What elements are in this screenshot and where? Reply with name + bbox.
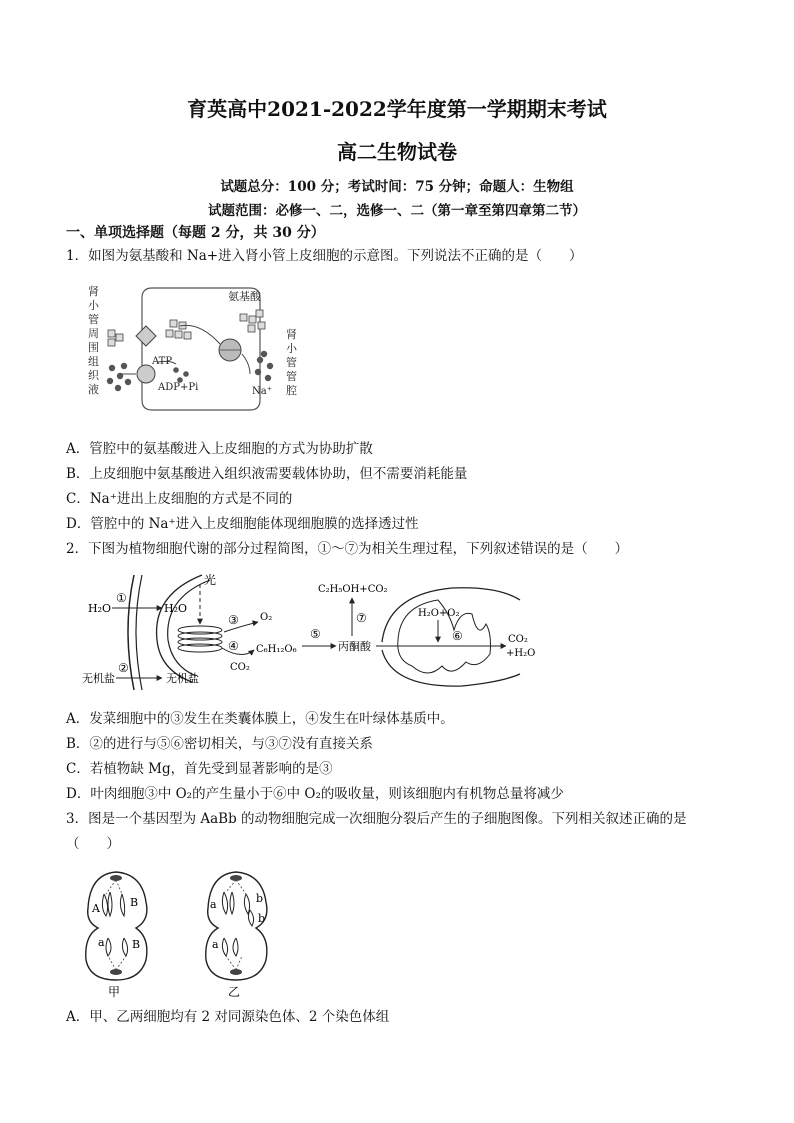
q1-stem: 1．如图为氨基酸和 Na+进入肾小管上皮细胞的示意图。下列说法不正确的是（ ） bbox=[66, 248, 583, 264]
q2-step-6: ⑥ bbox=[452, 629, 463, 643]
q2-figure bbox=[82, 570, 542, 695]
q1-left-char: 围 bbox=[88, 341, 99, 354]
q3-stem-line1: 3．图是一个基因型为 AaBb 的动物细胞完成一次细胞分裂后产生的子细胞图像。下列相关叙述正确的是 bbox=[66, 811, 687, 827]
q1-option-c: C．Na⁺进出上皮细胞的方式是不同的 bbox=[66, 491, 293, 507]
q2-h2o-o2-label: H₂O+O₂ bbox=[418, 608, 460, 619]
q1-left-char: 肾 bbox=[88, 285, 99, 298]
q1-left-char: 液 bbox=[88, 383, 99, 396]
q2-co2-out: CO₂ bbox=[508, 634, 528, 645]
q2-ethanol-label: C₂H₅OH+CO₂ bbox=[318, 584, 388, 595]
q2-option-d: D．叶肉细胞③中 O₂的产生量小于⑥中 O₂的吸收量，则该细胞内有机物总量将减少 bbox=[66, 786, 564, 802]
q2-o2-label: O₂ bbox=[260, 612, 273, 623]
q2-salt-right: 无机盐 bbox=[166, 672, 199, 685]
q1-left-char: 小 bbox=[88, 299, 99, 312]
q3-jia-B-top: B bbox=[130, 896, 139, 909]
exam-subtitle: 高二生物试卷 bbox=[337, 140, 457, 164]
q2-step-1: ① bbox=[116, 591, 127, 605]
q1-figure bbox=[80, 282, 310, 414]
q3-jia-B-bottom: B bbox=[132, 938, 141, 951]
q1-right-char: 腔 bbox=[286, 384, 297, 397]
q3-option-a: A．甲、乙两细胞均有 2 对同源染色体、2 个染色体组 bbox=[66, 1009, 390, 1025]
q1-left-label bbox=[88, 284, 100, 396]
q1-left-char: 管 bbox=[88, 313, 99, 326]
q3-cell-yi bbox=[206, 872, 267, 999]
q3-yi-b-mid: b bbox=[258, 912, 266, 925]
q1-right-char: 管 bbox=[286, 370, 297, 383]
q1-option-b: B．上皮细胞中氨基酸进入组织液需要载体协助，但不需要消耗能量 bbox=[66, 466, 468, 482]
q3-figure bbox=[80, 864, 280, 1000]
q1-na-pump bbox=[137, 365, 155, 383]
q3-jia-A: A bbox=[92, 902, 100, 915]
exam-meta-line2: 试题范围：必修一、二，选修一、二（第一章至第四章第二节） bbox=[208, 203, 586, 219]
q2-option-b: B．②的进行与⑤⑥密切相关，与③⑦没有直接关系 bbox=[66, 736, 373, 752]
q3-jia-label: 甲 bbox=[108, 985, 121, 999]
q2-step-3: ③ bbox=[228, 613, 239, 627]
q1-left-char: 周 bbox=[88, 327, 99, 340]
section-heading: 一、单项选择题（每题 2 分，共 30 分） bbox=[66, 225, 325, 241]
q3-yi-a-top: a bbox=[210, 898, 217, 911]
q3-yi-a-bottom: a bbox=[212, 938, 219, 951]
q2-step-5: ⑤ bbox=[310, 627, 321, 641]
q3-cell-jia bbox=[86, 872, 147, 999]
q1-amino-acids bbox=[108, 310, 265, 346]
q1-amino-carrier bbox=[136, 326, 156, 346]
q2-salt-left: 无机盐 bbox=[82, 672, 115, 685]
q1-atp-label: ATP bbox=[152, 356, 173, 367]
q2-step-7: ⑦ bbox=[356, 611, 367, 625]
q1-left-char: 织 bbox=[88, 369, 99, 382]
q3-yi-b-top: b bbox=[256, 892, 264, 905]
q2-h2o-out: +H₂O bbox=[506, 648, 536, 659]
q2-step-4: ④ bbox=[228, 639, 239, 653]
q1-right-label bbox=[286, 327, 298, 397]
q2-stem: 2．下图为植物细胞代谢的部分过程简图，①～⑦为相关生理过程，下列叙述错误的是（ ） bbox=[66, 541, 629, 557]
q2-pyruvate-label: 丙酮酸 bbox=[338, 640, 371, 653]
q2-option-c: C．若植物缺 Mg，首先受到显著影响的是③ bbox=[66, 761, 333, 777]
q2-glucose-label: C₆H₁₂O₆ bbox=[256, 644, 297, 655]
q1-right-char: 肾 bbox=[286, 328, 297, 341]
q1-option-a: A．管腔中的氨基酸进入上皮细胞的方式为协助扩散 bbox=[66, 441, 373, 457]
q3-yi-label: 乙 bbox=[228, 985, 241, 999]
exam-meta-line1: 试题总分：100 分；考试时间：75 分钟；命题人：生物组 bbox=[220, 179, 574, 195]
q2-option-a: A．发菜细胞中的③发生在类囊体膜上，④发生在叶绿体基质中。 bbox=[66, 711, 454, 727]
q1-left-char: 组 bbox=[88, 355, 99, 368]
q2-step-2: ② bbox=[118, 661, 129, 675]
q2-co2-in: CO₂ bbox=[230, 662, 250, 673]
q1-amino-label: 氨基酸 bbox=[228, 290, 261, 303]
q1-adp-label: ADP+Pi bbox=[158, 382, 199, 393]
exam-title: 育英高中2021-2022学年度第一学期期末考试 bbox=[187, 97, 607, 121]
q1-na-label: Na⁺ bbox=[252, 386, 272, 397]
q1-option-d: D．管腔中的 Na⁺进入上皮细胞能体现细胞膜的选择透过性 bbox=[66, 516, 419, 532]
q3-stem-line2: （ ） bbox=[66, 836, 120, 852]
q1-right-char: 小 bbox=[286, 342, 297, 355]
q2-h2o-inside: H₂O bbox=[164, 602, 188, 615]
q3-jia-a: a bbox=[98, 936, 105, 949]
q2-light-label: 光 bbox=[204, 573, 217, 587]
q2-thylakoid bbox=[178, 626, 222, 652]
q2-h2o-left: H₂O bbox=[88, 602, 112, 615]
q1-right-char: 管 bbox=[286, 356, 297, 369]
